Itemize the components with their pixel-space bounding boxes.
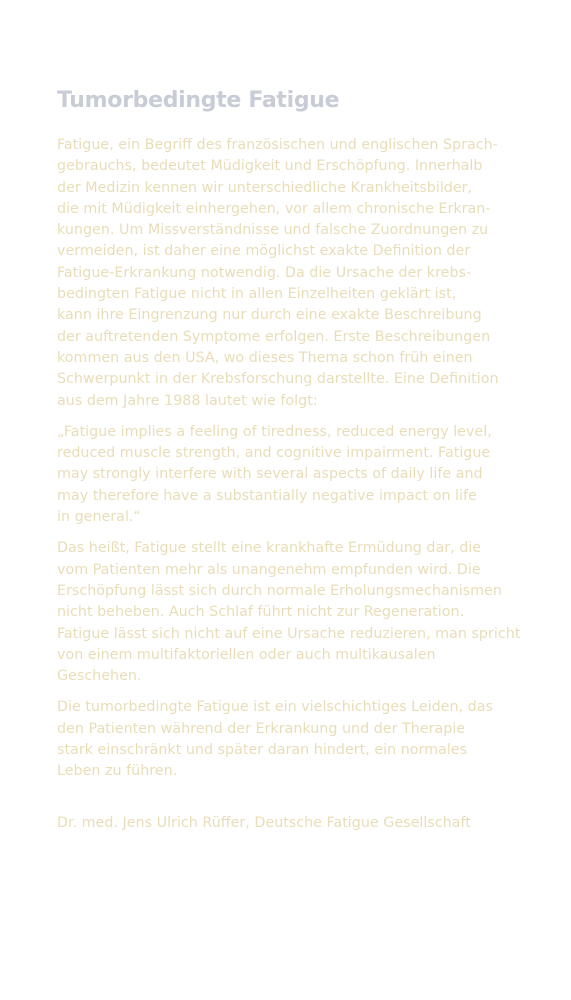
text-line: Die tumorbedingte Fatigue ist ein vielschichtiges Leiden, das: [57, 699, 493, 716]
text-line: stark einschränkt und später daran hindert, ein normales: [57, 742, 468, 759]
text-line: Leben zu führen.: [57, 763, 178, 780]
text-line: Fatigue, ein Begriff des französischen und englischen Sprach-: [57, 137, 498, 153]
text-line: may strongly interfere with several aspects of daily life and: [57, 466, 483, 483]
text-line: von einem multifaktoriellen oder auch multikausalen: [57, 646, 436, 663]
text-line: kommen aus den USA, wo dieses Thema schon früh einen: [57, 349, 473, 366]
text-line: nicht beheben. Auch Schlaf führt nicht zur Regeneration.: [57, 604, 465, 621]
text-line: Fatigue-Erkrankung notwendig. Da die Ursache der krebs-: [57, 264, 472, 281]
text-line: Geschehen.: [57, 668, 142, 685]
paragraph-explanation: [57, 538, 519, 687]
text-line: in general.“: [57, 509, 141, 526]
text-line: der auftretenden Symptome erfolgen. Erste Beschreibungen: [57, 328, 491, 345]
text-line: bedingten Fatigue nicht in allen Einzelheiten geklärt ist,: [57, 286, 457, 303]
text-line: „Fatigue implies a feeling of tiredness, reduced energy level,: [57, 423, 492, 440]
author-signature: Dr. med. Jens Ulrich Rüffer, Deutsche Fatigue Gesellschaft: [57, 815, 471, 831]
text-line: may therefore have a substantially negative impact on life: [57, 487, 477, 504]
text-line: Fatigue lässt sich nicht auf eine Ursache reduzieren, man spricht: [57, 625, 521, 642]
text-line: vom Patienten mehr als unangenehm empfunden wird. Die: [57, 561, 481, 578]
text-line: Das heißt, Fatigue stellt eine krankhafte Ermüdung dar, die: [57, 540, 482, 557]
text-line: aus dem Jahre 1988 lautet wie folgt:: [57, 392, 318, 409]
text-line: gebrauchs, bedeutet Müdigkeit und Erschöpfung. Innerhalb: [57, 158, 483, 175]
paragraph-intro: [57, 135, 519, 412]
page-title: Tumorbedingte Fatigue: [57, 88, 340, 113]
text-line: den Patienten während der Erkrankung und der Therapie: [57, 720, 466, 737]
text-line: Schwerpunkt in der Krebsforschung darstellte. Eine Definition: [57, 371, 499, 388]
article: [57, 86, 519, 793]
text-line: reduced muscle strength, and cognitive impairment. Fatigue: [57, 445, 491, 462]
text-line: Erschöpfung lässt sich durch normale Erholungsmechanismen: [57, 582, 502, 599]
text-line: kann ihre Eingrenzung nur durch eine exakte Beschreibung: [57, 307, 482, 324]
text-line: der Medizin kennen wir unterschiedliche Krankheitsbilder,: [57, 179, 473, 196]
text-line: vermeiden, ist daher eine möglichst exakte Definition der: [57, 243, 471, 260]
paragraph-conclusion: [57, 697, 519, 782]
text-line: die mit Müdigkeit einhergehen, vor allem chronische Erkran-: [57, 200, 491, 217]
text-line: kungen. Um Missverständnisse und falsche Zuordnungen zu: [57, 222, 489, 239]
paragraph-quote: [57, 422, 519, 528]
